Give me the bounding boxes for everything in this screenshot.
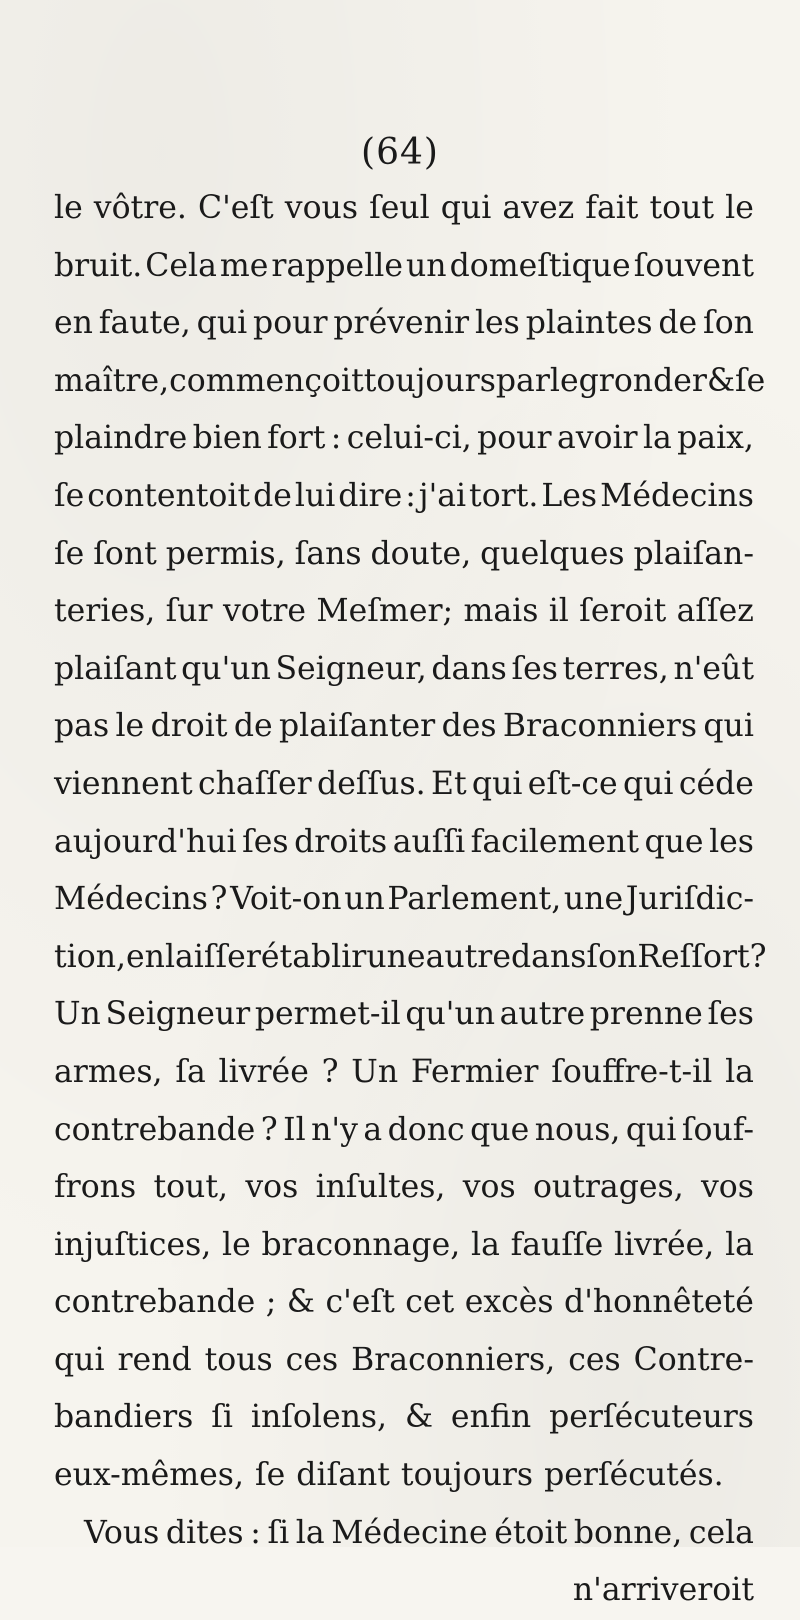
word: :	[405, 477, 416, 514]
word: chaſſer	[198, 765, 312, 802]
word: aujourd'hui	[54, 823, 237, 860]
word: quelques	[480, 535, 625, 572]
text-line	[54, 1332, 754, 1390]
word: avoir	[556, 420, 638, 457]
word: vôtre.	[93, 190, 187, 226]
text-line	[54, 1102, 754, 1160]
word: qui	[703, 708, 754, 745]
word: plaintes	[525, 305, 653, 342]
body-text	[54, 180, 767, 1620]
word: pour	[253, 305, 328, 342]
word: prenne	[589, 996, 703, 1033]
word: diſant	[296, 1457, 390, 1494]
word: ?	[260, 1111, 278, 1148]
word: &	[286, 1284, 315, 1321]
word: le	[222, 1226, 251, 1263]
word: eſt-ce	[527, 765, 618, 802]
text-line	[54, 583, 754, 641]
word: terres,	[562, 650, 669, 687]
word: ſe	[735, 362, 766, 399]
text-line	[54, 526, 754, 584]
word: qui	[471, 765, 523, 802]
word: deſſus.	[317, 765, 426, 802]
word: Médecins	[600, 477, 754, 514]
text-line	[54, 641, 754, 699]
word: ſeul	[369, 190, 430, 226]
text-line	[54, 410, 754, 468]
word: rappelle	[271, 247, 403, 284]
word: Seigneur	[105, 996, 251, 1033]
word: de	[253, 477, 292, 514]
word: Les	[541, 477, 598, 514]
word: tort.	[469, 477, 539, 514]
word: viennent	[54, 765, 193, 802]
word: qu'un	[181, 650, 271, 687]
text-line	[54, 871, 754, 929]
word: ſes	[511, 650, 558, 687]
word: en	[54, 305, 93, 342]
word: :	[330, 420, 342, 457]
word: des	[441, 708, 497, 745]
word: qui	[196, 305, 248, 342]
word: contrebande	[54, 1284, 256, 1321]
word: perſécuteurs	[549, 1399, 754, 1436]
word: la	[725, 1226, 754, 1263]
word: étoit	[494, 1514, 568, 1551]
word: qui	[440, 190, 492, 226]
word: tion,	[54, 938, 126, 975]
word: Juriſdic-	[625, 881, 754, 918]
word: qu'un	[405, 996, 496, 1033]
word: injuſtices,	[54, 1226, 212, 1263]
word: que	[470, 1111, 530, 1148]
word: ;	[265, 1284, 277, 1321]
word: contentoit	[87, 477, 251, 514]
word: fait	[585, 190, 639, 226]
word: aſſez	[676, 593, 754, 630]
word: ſi	[211, 1399, 233, 1436]
word: droits	[294, 823, 388, 860]
word: mais	[463, 593, 539, 630]
text-line	[54, 295, 754, 353]
word: il	[548, 593, 569, 630]
word: les	[474, 305, 520, 342]
word: toujours	[363, 362, 496, 399]
word: Vous	[84, 1514, 160, 1551]
word: ſe	[54, 477, 85, 514]
word: avez	[502, 190, 575, 226]
word: braconnage,	[261, 1226, 461, 1263]
word: ſont	[93, 535, 157, 572]
word: le	[725, 190, 754, 226]
word: armes,	[54, 1053, 163, 1090]
word: gronder	[578, 362, 707, 399]
text-line	[54, 929, 767, 987]
word: ſans	[294, 535, 362, 572]
word: n'arriveroit	[572, 1572, 754, 1609]
word: le	[549, 362, 579, 399]
word: ſouffre-t-il	[551, 1053, 713, 1090]
catchword	[54, 1562, 754, 1620]
text-line	[54, 986, 754, 1044]
word: rend	[117, 1341, 192, 1378]
word: outrages,	[532, 1169, 684, 1206]
word: inſultes,	[315, 1169, 446, 1206]
word: prévenir	[333, 305, 470, 342]
word: Parlement,	[387, 881, 562, 918]
word: ſe	[254, 1457, 286, 1494]
word: tout,	[153, 1169, 229, 1206]
word: tout	[649, 190, 715, 226]
word: eux-mêmes,	[54, 1457, 244, 1494]
word: auſſi	[392, 823, 466, 860]
word: vous	[284, 190, 358, 226]
word: autre	[499, 996, 586, 1033]
word: commençoit	[169, 362, 364, 399]
word: cet	[405, 1284, 455, 1321]
word: ſon	[586, 938, 638, 975]
text-line	[54, 1217, 754, 1275]
word: bandiers	[54, 1399, 194, 1436]
word: ſouf-	[681, 1111, 754, 1148]
word: laiſſer	[164, 938, 261, 975]
word: :	[250, 1514, 261, 1551]
word: ſe	[54, 535, 85, 572]
word: Médecins	[54, 881, 208, 918]
word: un	[344, 881, 385, 918]
word: céde	[678, 765, 754, 802]
word: Reſſort?	[637, 938, 767, 975]
word: dans	[511, 938, 587, 975]
word: Un	[54, 996, 101, 1033]
word: livrée,	[614, 1226, 715, 1263]
word: que	[644, 823, 704, 860]
word: d'honnêteté	[564, 1284, 754, 1321]
word: Voit-on	[230, 881, 342, 918]
word: celui-ci,	[346, 420, 472, 457]
text-line	[54, 1505, 754, 1563]
word: qui	[625, 1111, 677, 1148]
word: la	[642, 420, 672, 457]
word: donc	[387, 1111, 465, 1148]
word: dire	[338, 477, 403, 514]
word: une	[563, 881, 624, 918]
text-line	[54, 698, 754, 756]
word: ſouvent	[633, 247, 754, 284]
word: contrebande	[54, 1111, 256, 1148]
word: Fermier	[410, 1053, 539, 1090]
word: Meſmer;	[316, 593, 454, 630]
word: tous	[204, 1341, 273, 1378]
text-line	[54, 1159, 754, 1217]
word: paix,	[677, 420, 754, 457]
word: a	[363, 1111, 383, 1148]
word: de	[658, 305, 698, 342]
text-line	[54, 468, 754, 526]
word: j'ai	[418, 477, 467, 514]
word: inſolens,	[250, 1399, 388, 1436]
word: ces	[285, 1341, 339, 1378]
word: excès	[464, 1284, 554, 1321]
word: Contre-	[633, 1341, 754, 1378]
word: droit	[150, 708, 228, 745]
word: Braconniers,	[351, 1341, 556, 1378]
word: perſécutés.	[544, 1457, 724, 1494]
word: ſur	[165, 593, 213, 630]
word: ſa	[175, 1053, 206, 1090]
word: Il	[283, 1111, 306, 1148]
word: en	[126, 938, 165, 975]
text-line	[54, 1274, 754, 1332]
word: Seigneur,	[275, 650, 427, 687]
word: un	[406, 247, 447, 284]
word: Braconniers	[502, 708, 698, 745]
word: &	[706, 362, 736, 399]
word: la	[471, 1226, 500, 1263]
word: qui	[622, 765, 674, 802]
word: lui	[294, 477, 336, 514]
page-number: (64)	[361, 132, 439, 173]
word: cela	[688, 1514, 754, 1551]
text-line	[54, 1447, 754, 1505]
word: vos	[462, 1169, 516, 1206]
word: doute,	[370, 535, 472, 572]
word: pour	[477, 420, 552, 457]
word: domeſtique	[449, 247, 631, 284]
word: autre	[425, 938, 511, 975]
word: la	[295, 1514, 325, 1551]
word: maître,	[54, 362, 170, 399]
word: &	[404, 1399, 434, 1436]
word: ſes	[242, 823, 289, 860]
word: Cela	[145, 247, 217, 284]
word: par	[495, 362, 550, 399]
word: toujours	[400, 1457, 534, 1494]
word: le	[54, 190, 83, 226]
word: plaiſanter	[279, 708, 436, 745]
word: permet-il	[254, 996, 401, 1033]
word: ?	[321, 1053, 339, 1090]
word: teries,	[54, 593, 156, 630]
word: bonne,	[573, 1514, 683, 1551]
word: établir	[260, 938, 367, 975]
word: facilement	[470, 823, 639, 860]
word: bien	[192, 420, 262, 457]
word: me	[219, 247, 269, 284]
word: plaindre	[54, 420, 188, 457]
word: enfin	[450, 1399, 532, 1436]
word: dans	[431, 650, 507, 687]
word: livrée	[218, 1053, 309, 1090]
word: une	[366, 938, 426, 975]
word: ſeroit	[579, 593, 667, 630]
word: fort	[267, 420, 326, 457]
word: n'y	[311, 1111, 358, 1148]
text-line	[54, 180, 754, 238]
word: qui	[54, 1341, 105, 1378]
word: bruit.	[54, 247, 143, 284]
word: permis,	[165, 535, 286, 572]
text-line	[54, 353, 766, 411]
word: n'eût	[673, 650, 754, 687]
word: c'eſt	[325, 1284, 395, 1321]
word: ces	[568, 1341, 621, 1378]
text-line	[54, 1044, 754, 1102]
text-line	[54, 238, 754, 296]
word: plaiſan-	[633, 535, 754, 572]
word: de	[233, 708, 273, 745]
word: vos	[245, 1169, 299, 1206]
word: dites	[165, 1514, 244, 1551]
word: Médecine	[331, 1514, 488, 1551]
word: C'eſt	[197, 190, 274, 226]
word: vos	[701, 1169, 754, 1206]
word: ſes	[707, 996, 754, 1033]
text-line	[54, 1389, 754, 1447]
word: le	[115, 708, 145, 745]
text-line	[54, 756, 754, 814]
word: ſon	[703, 305, 754, 342]
word: Et	[430, 765, 467, 802]
word: Un	[351, 1053, 399, 1090]
word: faute,	[98, 305, 191, 342]
word: ?	[210, 881, 228, 918]
word: nous,	[534, 1111, 621, 1148]
word: ſi	[267, 1514, 290, 1551]
word: plaiſant	[54, 650, 177, 687]
word: frons	[54, 1169, 137, 1206]
word: pas	[54, 708, 110, 745]
word: fauſſe	[510, 1226, 604, 1263]
word: la	[725, 1053, 754, 1090]
text-line	[54, 814, 754, 872]
word: les	[709, 823, 754, 860]
word: votre	[222, 593, 307, 630]
